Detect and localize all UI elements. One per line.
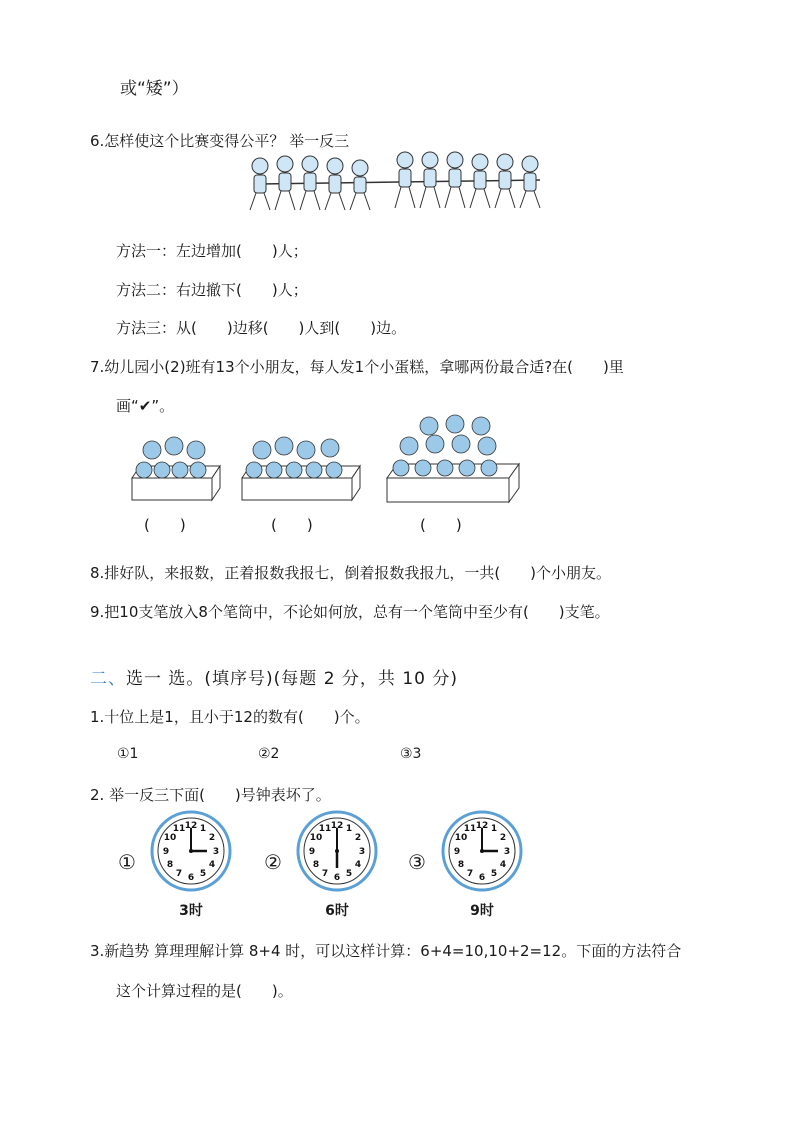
section-2-number: 二、 bbox=[90, 669, 126, 689]
s2q1-option-3[interactable]: ③3 bbox=[400, 746, 422, 762]
clock-label-3: 9时 bbox=[470, 903, 494, 919]
svg-text:12: 12 bbox=[330, 821, 344, 831]
svg-text:3: 3 bbox=[358, 847, 366, 857]
svg-text:8: 8 bbox=[457, 860, 465, 870]
svg-text:10: 10 bbox=[454, 833, 468, 843]
q6-method-2: 方法二：右边撤下( )人； bbox=[116, 281, 308, 299]
svg-text:6: 6 bbox=[333, 873, 341, 883]
svg-text:12: 12 bbox=[184, 821, 198, 831]
svg-text:4: 4 bbox=[499, 860, 507, 870]
tug-of-war-illustration bbox=[240, 150, 555, 218]
s2-question-1-text: 1.十位上是1，且小于12的数有( )个。 bbox=[90, 708, 370, 726]
q7-answer-blank-3[interactable]: ( ) bbox=[420, 516, 462, 534]
svg-text:10: 10 bbox=[163, 833, 177, 843]
clock-3 bbox=[441, 810, 523, 892]
svg-text:11: 11 bbox=[172, 824, 186, 834]
question-6-text: 6.怎样使这个比赛变得公平？ 举一反三 bbox=[90, 132, 350, 150]
clock-marker-2: ② bbox=[264, 850, 282, 874]
svg-text:3: 3 bbox=[503, 847, 511, 857]
svg-text:7: 7 bbox=[175, 869, 183, 879]
question-7-line1: 7.幼儿园小(2)班有13个小朋友，每人发1个小蛋糕，拿哪两份最合适?在( )里 bbox=[90, 358, 624, 376]
clock-1 bbox=[150, 810, 232, 892]
s2-question-2-text: 2. 举一反三下面( )号钟表坏了。 bbox=[90, 786, 331, 804]
q7-answer-blank-1[interactable]: ( ) bbox=[144, 516, 186, 534]
svg-text:2: 2 bbox=[354, 833, 362, 843]
svg-text:5: 5 bbox=[490, 869, 498, 879]
svg-text:6: 6 bbox=[478, 873, 486, 883]
svg-text:1: 1 bbox=[199, 824, 207, 834]
svg-text:7: 7 bbox=[321, 869, 329, 879]
svg-text:2: 2 bbox=[208, 833, 216, 843]
svg-text:4: 4 bbox=[354, 860, 362, 870]
question-7-line2: 画“✔”。 bbox=[116, 397, 175, 415]
svg-text:8: 8 bbox=[166, 860, 174, 870]
svg-text:10: 10 bbox=[309, 833, 323, 843]
svg-text:11: 11 bbox=[318, 824, 332, 834]
svg-text:12: 12 bbox=[475, 821, 489, 831]
s2q1-option-1[interactable]: ①1 bbox=[117, 746, 139, 762]
svg-text:6: 6 bbox=[187, 873, 195, 883]
svg-text:9: 9 bbox=[453, 847, 461, 857]
cupcake-box-2 bbox=[238, 430, 364, 504]
svg-text:5: 5 bbox=[199, 869, 207, 879]
section-2-heading bbox=[90, 664, 458, 689]
cupcake-box-1 bbox=[128, 430, 224, 504]
previous-question-fragment: 或“矮”） bbox=[120, 79, 189, 99]
clock-marker-3: ③ bbox=[408, 850, 426, 874]
clock-label-2: 6时 bbox=[325, 903, 349, 919]
section-2-title: 选一 选。(填序号)(每题 2 分，共 10 分) bbox=[126, 669, 458, 689]
svg-text:9: 9 bbox=[308, 847, 316, 857]
svg-text:7: 7 bbox=[466, 869, 474, 879]
s2-question-3-line1: 3.新趋势 算理理解计算 8+4 时，可以这样计算：6+4=10,10+2=12。下面的方法符合 bbox=[90, 942, 682, 960]
svg-text:9: 9 bbox=[162, 847, 170, 857]
q7-answer-blank-2[interactable]: ( ) bbox=[271, 516, 313, 534]
svg-text:1: 1 bbox=[490, 824, 498, 834]
svg-text:5: 5 bbox=[345, 869, 353, 879]
q6-method-1: 方法一：左边增加( )人； bbox=[116, 242, 308, 260]
q6-method-3: 方法三：从( )边移( )人到( )边。 bbox=[116, 319, 407, 337]
s2q1-option-2[interactable]: ②2 bbox=[258, 746, 280, 762]
svg-text:11: 11 bbox=[463, 824, 477, 834]
svg-text:8: 8 bbox=[312, 860, 320, 870]
svg-text:3: 3 bbox=[212, 847, 220, 857]
question-8-text: 8.排好队，来报数，正着报数我报七，倒着报数我报九，一共( )个小朋友。 bbox=[90, 564, 612, 582]
clock-2 bbox=[296, 810, 378, 892]
cupcake-box-3 bbox=[383, 414, 523, 506]
question-9-text: 9.把10支笔放入8个笔筒中，不论如何放，总有一个笔筒中至少有( )支笔。 bbox=[90, 603, 610, 621]
svg-text:4: 4 bbox=[208, 860, 216, 870]
svg-text:2: 2 bbox=[499, 833, 507, 843]
clock-marker-1: ① bbox=[118, 850, 136, 874]
svg-text:1: 1 bbox=[345, 824, 353, 834]
clock-label-1: 3时 bbox=[179, 903, 203, 919]
s2-question-3-line2: 这个计算过程的是( )。 bbox=[116, 982, 293, 1000]
